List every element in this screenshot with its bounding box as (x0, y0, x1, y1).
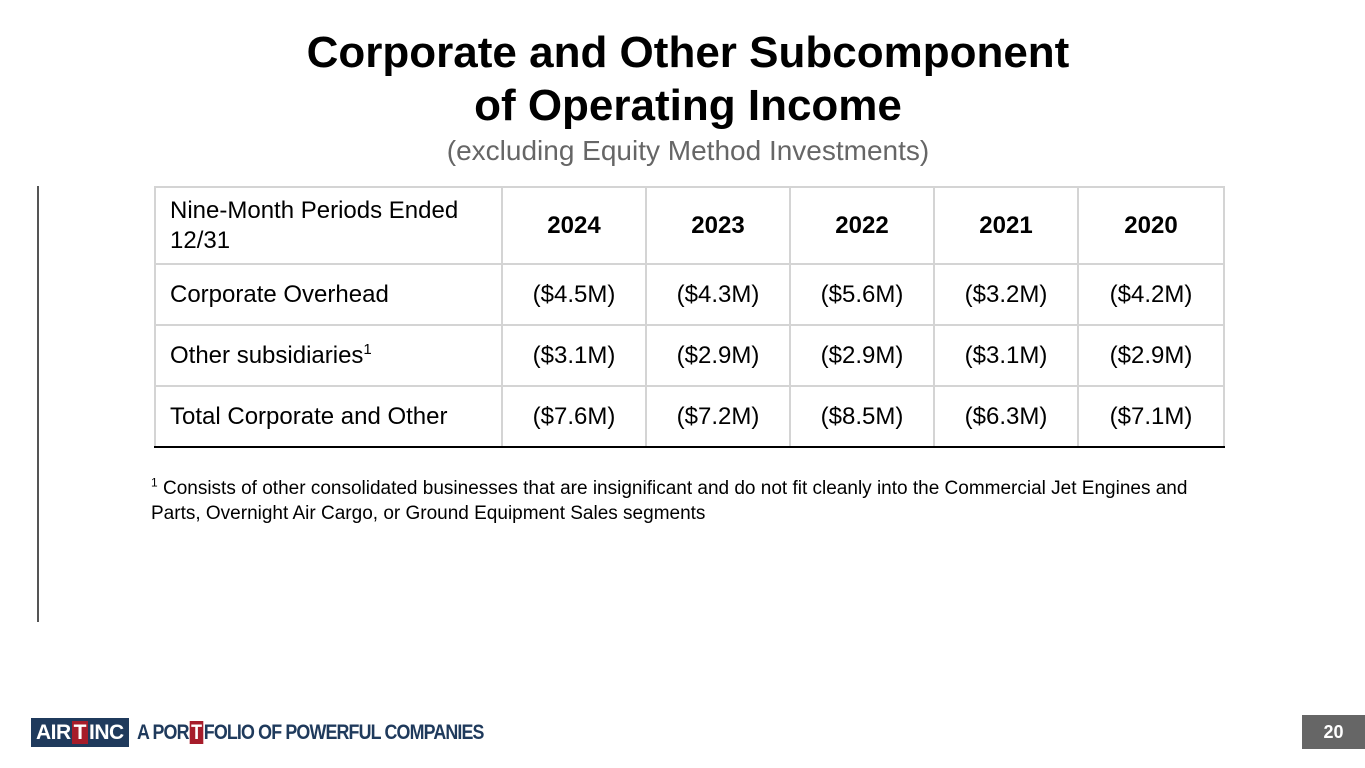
airt-logo-mark (31, 718, 129, 747)
table-cell: ($6.3M) (934, 386, 1078, 447)
logo-text-t: T (73, 721, 86, 744)
slide-title-line-2: of Operating Income (474, 81, 902, 130)
table-cell: ($7.6M) (502, 386, 646, 447)
logo-text-inc: INC (89, 720, 124, 744)
table-cell: ($4.5M) (502, 264, 646, 325)
row-label: Corporate Overhead (155, 264, 502, 325)
tagline-part-2: FOLIO OF POWERFUL COMPANIES (203, 720, 484, 744)
footnote (151, 476, 1211, 526)
operating-income-table (154, 186, 1225, 448)
tagline-part-1: A POR (136, 720, 189, 744)
header-year-2020: 2020 (1078, 187, 1224, 264)
slide-title-block (0, 26, 1365, 168)
row-label: Total Corporate and Other (155, 386, 502, 447)
header-year-2021: 2021 (934, 187, 1078, 264)
slide-subtitle: (excluding Equity Method Investments) (446, 135, 930, 166)
header-year-2022: 2022 (790, 187, 934, 264)
logo-text-air: AIR (36, 720, 71, 744)
table-header-row (155, 187, 1224, 264)
footnote-number: 1 (151, 475, 158, 490)
table-cell: ($2.9M) (790, 325, 934, 386)
footnote-text: Consists of other consolidated businesses that are insignificant and do not fit cleanly into the Commercial Jet Engines and Parts, Overnight Air Cargo, or Ground Equipment Sales segments (151, 478, 1188, 524)
table-cell: ($3.1M) (502, 325, 646, 386)
table-row-total (155, 386, 1224, 447)
table-cell: ($4.3M) (646, 264, 790, 325)
table-row-other-subsidiaries (155, 325, 1224, 386)
header-year-2024: 2024 (502, 187, 646, 264)
table-cell: ($7.1M) (1078, 386, 1224, 447)
logo-tagline (137, 721, 484, 745)
table-cell: ($2.9M) (1078, 325, 1224, 386)
table-cell: ($7.2M) (646, 386, 790, 447)
footnote-marker: 1 (363, 340, 372, 358)
left-divider-line (37, 186, 39, 622)
header-year-2023: 2023 (646, 187, 790, 264)
row-label: Other subsidiaries (170, 341, 364, 369)
table-cell: ($5.6M) (790, 264, 934, 325)
table-cell: ($3.1M) (934, 325, 1078, 386)
page-number: 20 (1302, 715, 1365, 749)
table-cell: ($4.2M) (1078, 264, 1224, 325)
header-period: Nine-Month Periods Ended 12/31 (155, 187, 502, 264)
company-logo (31, 718, 544, 747)
slide-title-line-1: Corporate and Other Subcomponent (306, 28, 1070, 77)
table-cell: ($3.2M) (934, 264, 1078, 325)
row-label-cell (155, 325, 502, 386)
table-cell: ($8.5M) (790, 386, 934, 447)
table-cell: ($2.9M) (646, 325, 790, 386)
tagline-t: T (190, 721, 201, 744)
table-row-corporate-overhead (155, 264, 1224, 325)
